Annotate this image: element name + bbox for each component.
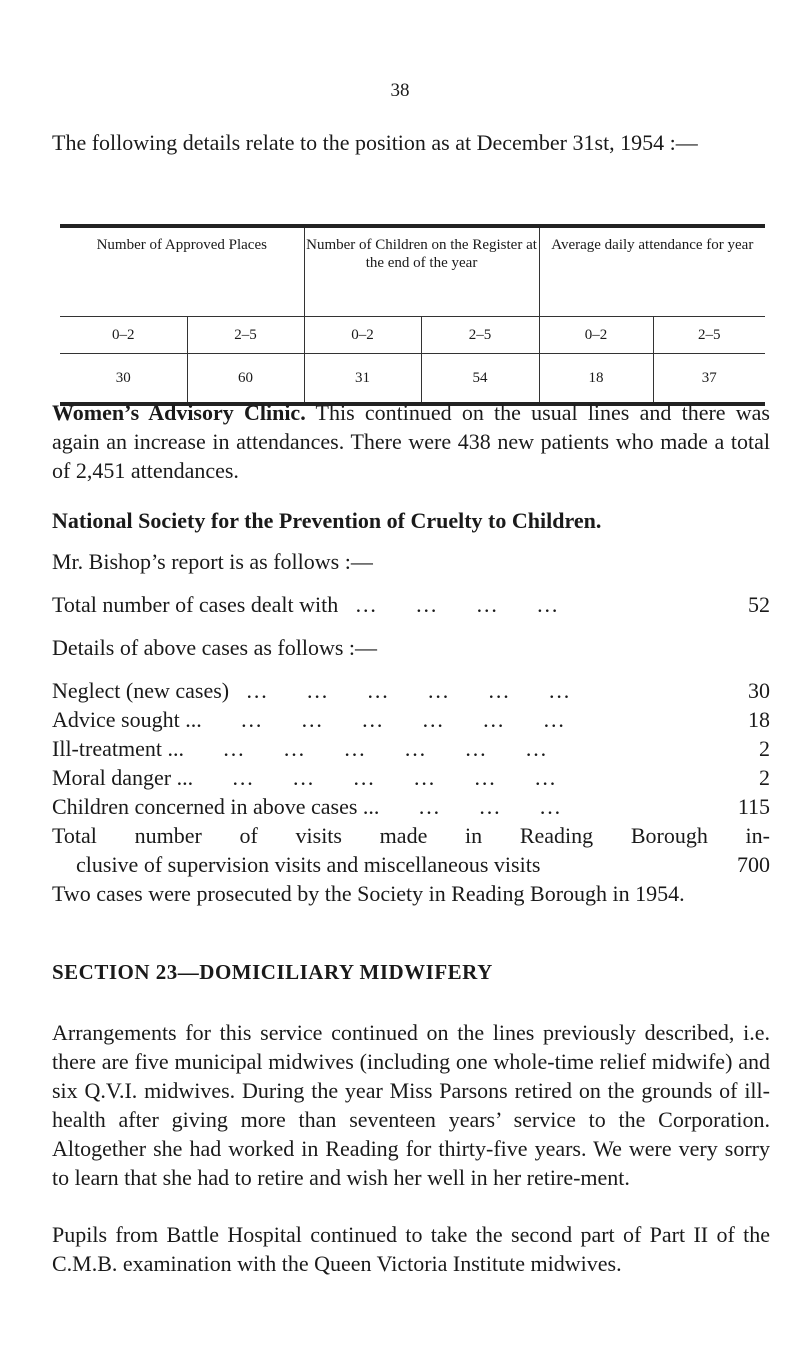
- visits-entry: [52, 821, 770, 879]
- detail-label: Advice sought ...: [52, 707, 202, 732]
- header-average-attendance: Average daily attendance for year: [539, 228, 765, 317]
- header-approved-places: Number of Approved Places: [96, 237, 267, 253]
- leader-dots: … … … …: [338, 592, 559, 617]
- intro-paragraph: The following details relate to the position as at December 31st, 1954 :—: [52, 130, 698, 155]
- detail-label: Children concerned in above cases ...: [52, 794, 380, 819]
- womens-clinic-paragraph: [52, 398, 770, 485]
- detail-value: 115: [737, 794, 770, 819]
- total-cases-label: Total number of cases dealt with: [52, 592, 339, 617]
- header-children-on-register: Number of Children on the Register at the end of the year: [304, 228, 539, 317]
- detail-row: [52, 734, 770, 763]
- table-header-row: [60, 228, 765, 317]
- womens-clinic-heading: Women’s Advisory Clinic.: [52, 400, 306, 425]
- leader-dots: … … …: [379, 794, 561, 819]
- detail-label: Neglect (new cases): [52, 678, 230, 703]
- value-cell: 30: [60, 354, 187, 403]
- value-cell: 60: [187, 354, 304, 403]
- age-group-cell: 0–2: [304, 317, 421, 354]
- value-cell: 37: [653, 354, 765, 403]
- detail-row: [52, 792, 770, 821]
- prosecuted-text: Two cases were prosecuted by the Society in Reading Borough in 1954.: [52, 881, 685, 906]
- value-cell: 18: [539, 354, 653, 403]
- section-23-heading: SECTION 23—DOMICILIARY MIDWIFERY: [52, 960, 493, 984]
- nspcc-heading: National Society for the Prevention of Cruelty to Children.: [52, 508, 602, 533]
- detail-label: Ill-treatment ...: [52, 736, 184, 761]
- detail-row: [52, 676, 770, 705]
- age-group-cell: 2–5: [653, 317, 765, 354]
- detail-label: Moral danger ...: [52, 765, 194, 790]
- age-group-cell: 0–2: [60, 317, 187, 354]
- table-age-row: [60, 317, 765, 354]
- section-23-paragraph-1: Arrangements for this service continued on the lines previously described, i.e. there are five municipal midwives (including one whole-time relief midwife) and six Q.V.I. midwives. During the year Miss Parsons retired on the grounds of ill-health after giving more than seventeen years’ service to the Corporation. Altogether she had worked in Reading for thirty-five years. We were very sorry to learn that she had to retire and wish her well in her retire-ment.: [52, 1020, 770, 1190]
- leader-dots: … … … … … …: [183, 736, 547, 761]
- detail-row: [52, 705, 770, 734]
- details-intro: Details of above cases as follows :—: [52, 635, 378, 660]
- leader-dots: … … … … … …: [229, 678, 571, 703]
- value-cell: 54: [421, 354, 539, 403]
- nspcc-intro: Mr. Bishop’s report is as follows :—: [52, 549, 373, 574]
- value-cell: 31: [304, 354, 421, 403]
- detail-value: 30: [748, 678, 770, 703]
- total-cases-value: 52: [748, 592, 770, 617]
- section-23-paragraph-2: Pupils from Battle Hospital continued to take the second part of Part II of the C.M.B. examination with the Queen Victoria Institute midwives.: [52, 1222, 770, 1276]
- nursery-statistics-table: [60, 224, 765, 406]
- prosecuted-entry: [52, 879, 770, 908]
- age-group-cell: 0–2: [539, 317, 653, 354]
- total-cases-row: [52, 590, 770, 619]
- page-number: 38: [390, 80, 410, 101]
- table-values-row: [60, 354, 765, 403]
- visits-value: 700: [737, 852, 770, 877]
- age-group-cell: 2–5: [421, 317, 539, 354]
- visits-line-2: [52, 850, 770, 879]
- visits-line-2-text: clusive of supervision visits and miscellaneous visits: [76, 852, 541, 877]
- detail-value: 2: [759, 736, 770, 761]
- age-group-cell: 2–5: [187, 317, 304, 354]
- detail-value: 18: [748, 707, 770, 732]
- visits-line-1: Total number of visits made in Reading Borough in-: [52, 823, 770, 848]
- detail-value: 2: [759, 765, 770, 790]
- womens-clinic-text: This continued on the usual lines and there was again an increase in attendances. There were 438 new patients who made a total of 2,451 attendances.: [52, 400, 770, 483]
- detail-row: [52, 763, 770, 792]
- leader-dots: … … … … … …: [201, 707, 565, 732]
- leader-dots: … … … … … …: [193, 765, 557, 790]
